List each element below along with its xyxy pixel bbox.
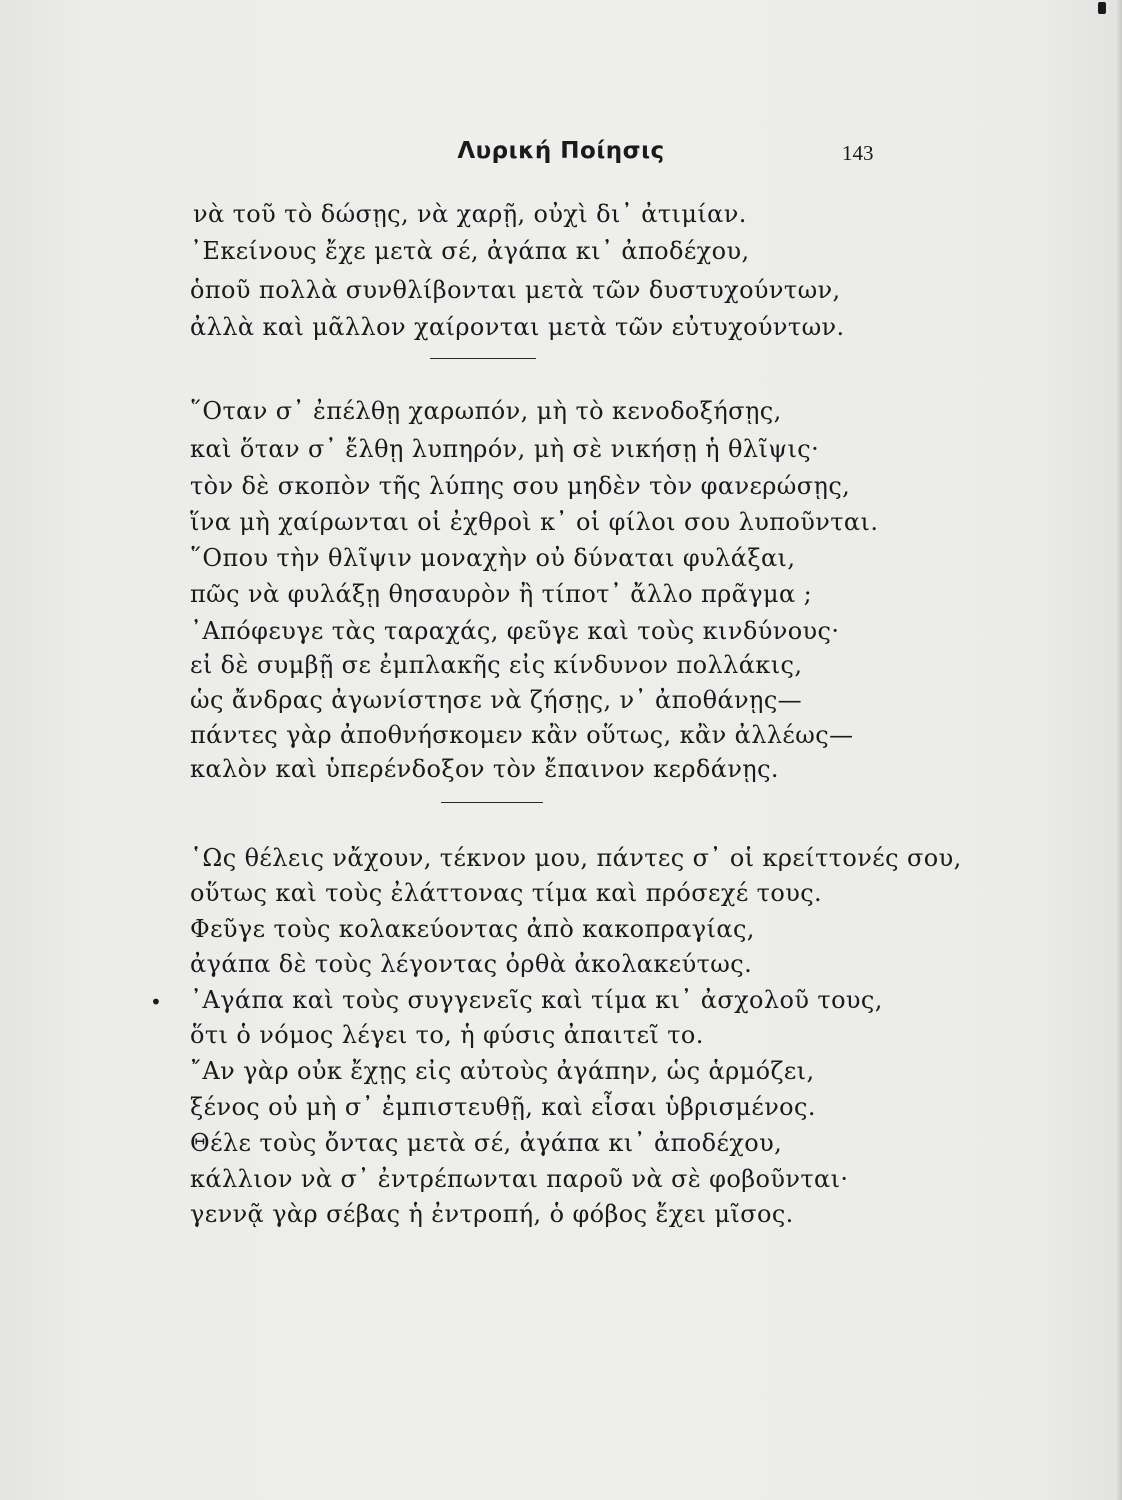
poem-line: Φεῦγε τοὺς κολακεύοντας ἀπὸ κακοπραγίας,	[190, 915, 755, 943]
poem-line: ἀλλὰ καὶ μᾶλλον χαίρονται μετὰ τῶν εὐτυχούντων.	[190, 313, 845, 341]
poem-line: ᾽Αγάπα καὶ τοὺς συγγενεῖς καὶ τίμα κι᾽ ἀσχολοῦ τους,	[190, 986, 883, 1014]
poem-line: πῶς νὰ φυλάξῃ θησαυρὸν ἢ τίποτ᾽ ἄλλο πρᾶγμα ;	[190, 580, 813, 608]
poem-line: ᾽Απόφευγε τὰς ταραχάς, φεῦγε καὶ τοὺς κινδύνους·	[190, 617, 840, 645]
poem-line: ὡς ἄνδρας ἀγωνίστησε νὰ ζήσῃς, ν᾽ ἀποθάνῃς—	[190, 686, 803, 714]
poem-line: κάλλιον νὰ σ᾽ ἐντρέπωνται παροῦ νὰ σὲ φοβοῦνται·	[190, 1165, 849, 1193]
poem-line: ὁποῦ πολλὰ συνθλίβονται μετὰ τῶν δυστυχούντων,	[190, 276, 841, 304]
poem-line: ῞Οπου τὴν θλῖψιν μοναχὴν οὐ δύναται φυλάξαι,	[190, 544, 796, 572]
poem-line: ἀγάπα δὲ τοὺς λέγοντας ὀρθὰ ἀκολακεύτως.	[190, 950, 753, 978]
margin-dot: •	[150, 990, 162, 1014]
running-header-title: Λυρική Ποίησις	[457, 138, 665, 164]
poem-line: εἰ δὲ συμβῇ σε ἐμπλακῆς εἰς κίνδυνον πολλάκις,	[190, 651, 803, 679]
poem-line: ῎Αν γὰρ οὐκ ἔχῃς εἰς αὐτοὺς ἀγάπην, ὡς ἁρμόζει,	[190, 1057, 815, 1085]
poem-line: γεννᾷ γὰρ σέβας ἡ ἐντροπή, ὁ φόβος ἔχει μῖσος.	[190, 1200, 794, 1228]
poem-line: καλὸν καὶ ὑπερένδοξον τὸν ἔπαινον κερδάνῃς.	[190, 755, 779, 783]
page-edge-shadow	[1116, 0, 1122, 1500]
poem-line: πάντες γὰρ ἀποθνήσκομεν κἂν οὕτως, κἂν ἀλλέως—	[190, 721, 854, 749]
page-number: 143	[842, 141, 874, 165]
poem-line: οὕτως καὶ τοὺς ἐλάττονας τίμα καὶ πρόσεχέ τους.	[190, 879, 823, 907]
poem-line: νὰ τοῦ τὸ δώσῃς, νὰ χαρῇ, οὐχὶ δι᾽ ἀτιμίαν.	[193, 200, 747, 228]
poem-line: ῞Οταν σ᾽ ἐπέλθῃ χαρωπόν, μὴ τὸ κενοδοξήσῃς,	[190, 397, 782, 425]
poem-line: ᾽Εκείνους ἔχε μετὰ σέ, ἀγάπα κι᾽ ἀποδέχου,	[190, 237, 750, 265]
poem-line: ῾Ως θέλεις νἄχουν, τέκνον μου, πάντες σ᾽ οἱ κρείττονές σου,	[190, 844, 962, 872]
scan-corner-mark	[1098, 2, 1106, 14]
poem-line: Θέλε τοὺς ὄντας μετὰ σέ, ἀγάπα κι᾽ ἀποδέχου,	[190, 1129, 783, 1157]
poem-line: ἵνα μὴ χαίρωνται οἱ ἐχθροὶ κ᾽ οἱ φίλοι σου λυποῦνται.	[190, 508, 879, 536]
stanza-divider	[441, 802, 543, 803]
stanza-divider	[430, 358, 536, 359]
poem-line: ξένος οὐ μὴ σ᾽ ἐμπιστευθῇ, καὶ εἶσαι ὑβρισμένος.	[190, 1093, 816, 1121]
poem-line: τὸν δὲ σκοπὸν τῆς λύπης σου μηδὲν τὸν φανερώσῃς,	[190, 472, 851, 500]
poem-line: ὅτι ὁ νόμος λέγει το, ἡ φύσις ἀπαιτεῖ το.	[190, 1021, 704, 1049]
poem-line: καὶ ὅταν σ᾽ ἔλθῃ λυπηρόν, μὴ σὲ νικήσῃ ἡ θλῖψις·	[190, 435, 820, 463]
